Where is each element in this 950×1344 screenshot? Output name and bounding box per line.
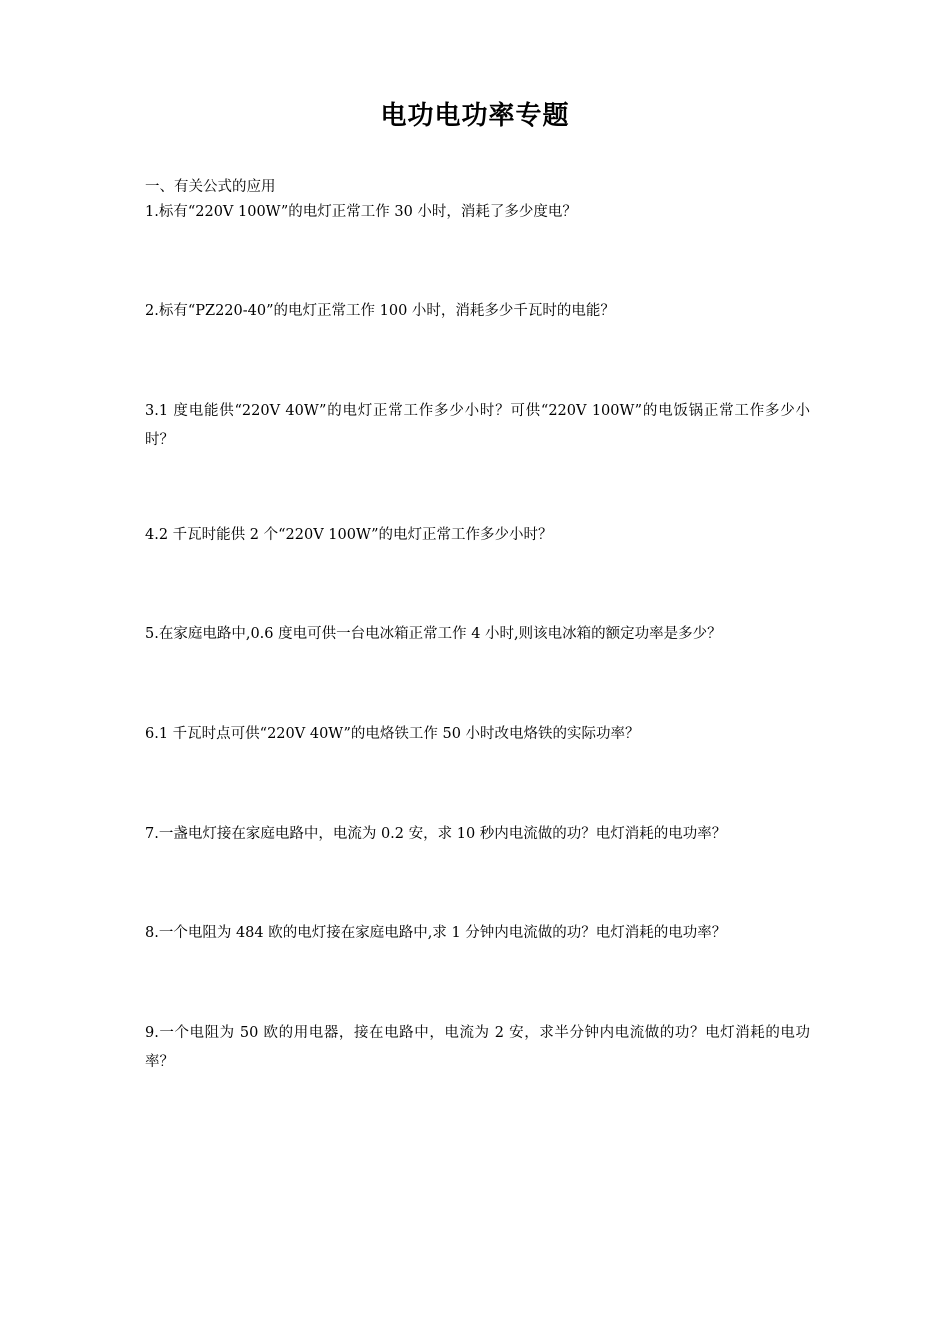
page-title: 电功电功率专题 [380, 101, 570, 131]
question-4: 4.2 千瓦时能供 2 个“220V 100W”的电灯正常工作多少小时？ [145, 527, 553, 543]
section-heading: 一、有关公式的应用 [145, 179, 276, 195]
question-7: 7.一盏电灯接在家庭电路中，电流为 0.2 安，求 10 秒内电流做的功？电灯消耗的电功率？ [145, 826, 727, 842]
question-1: 1.标有“220V 100W”的电灯正常工作 30 小时，消耗了多少度电？ [145, 204, 577, 220]
question-2: 2.标有“PZ220-40”的电灯正常工作 100 小时，消耗多少千瓦时的电能？ [145, 303, 615, 319]
question-8: 8.一个电阻为 484 欧的电灯接在家庭电路中,求 1 分钟内电流做的功？电灯消耗的电功率？ [145, 925, 727, 941]
question-9: 9.一个电阻为 50 欧的用电器，接在电路中，电流为 2 安，求半分钟内电流做的功？电灯消耗的电功率？ [145, 1025, 810, 1070]
question-5: 5.在家庭电路中,0.6 度电可供一台电冰箱正常工作 4 小时,则该电冰箱的额定功率是多少？ [145, 626, 722, 642]
question-6: 6.1 千瓦时点可供“220V 40W”的电烙铁工作 50 小时改电烙铁的实际功率？ [145, 726, 640, 742]
question-3: 3.1 度电能供“220V 40W”的电灯正常工作多少小时？可供“220V 100W”的电饭锅正常工作多少小时？ [145, 403, 810, 448]
